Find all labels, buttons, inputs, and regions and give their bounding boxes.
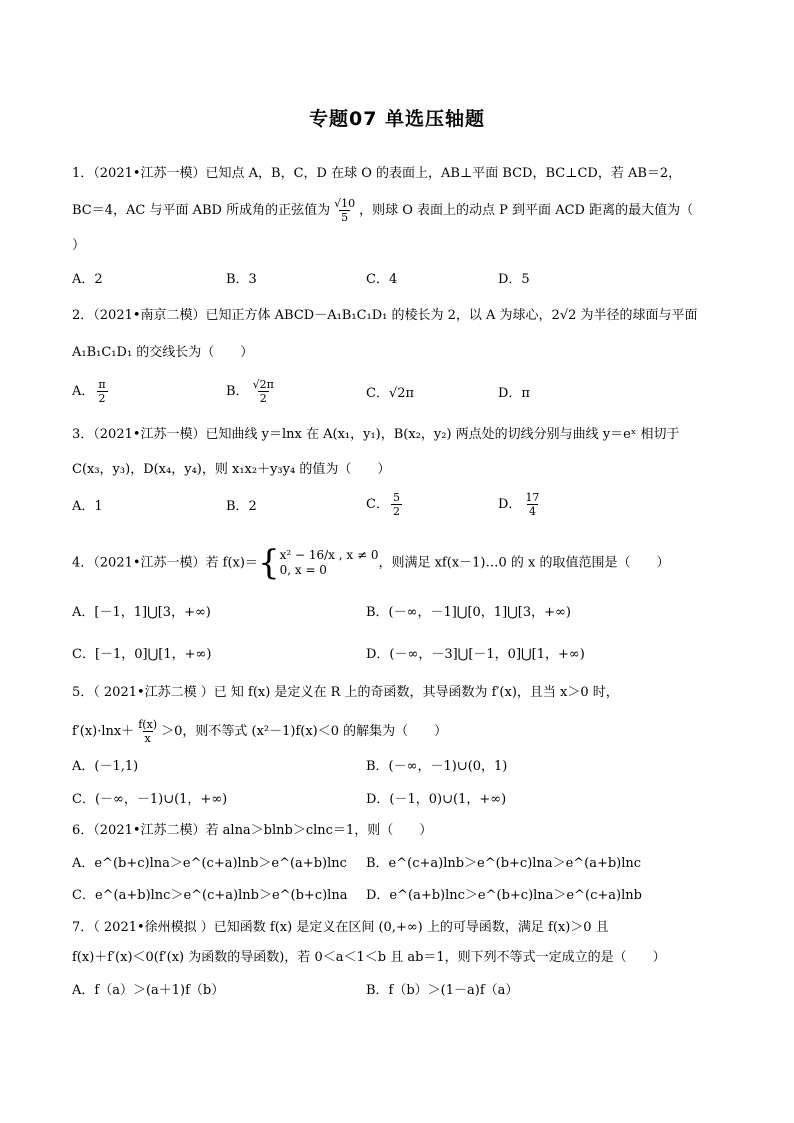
fraction-numerator: f(x)	[138, 718, 158, 731]
option-fraction	[523, 491, 541, 518]
option-label: B．	[226, 384, 249, 399]
fraction-denominator: 2	[392, 505, 400, 518]
question-7-option-a[interactable]: A．f（a）＞(a＋1)f（b）	[72, 983, 225, 998]
fraction-numerator: 17	[525, 491, 540, 504]
option-fraction	[251, 378, 276, 405]
question-4-option-c[interactable]: C．[－1，0]⋃[1，+∞)	[72, 647, 212, 662]
fraction-denominator: 4	[528, 505, 536, 518]
question-4-option-b[interactable]: B．(－∞，－1]⋃[0，1]⋃[3，+∞)	[366, 605, 571, 620]
question-5-text-b: ＞0，则不等式 (x²－1)f(x)＜0 的解集为（ ）	[161, 724, 448, 739]
question-1-fraction	[332, 197, 357, 224]
question-1-line-1: 1．（2021•江苏一模）已知点 A，B，C，D 在球 O 的表面上，AB⊥平面 BCD，BC⊥CD，若 AB＝2，	[72, 166, 682, 181]
question-3-option-b[interactable]: B．2	[226, 499, 257, 514]
question-3-option-a[interactable]: A．1	[72, 499, 103, 514]
piecewise-case-1: x² − 16/x , x ≠ 0	[279, 548, 379, 562]
question-2-option-b[interactable]	[226, 378, 278, 405]
question-1-text-a: BC＝4，AC 与平面 ABD 所成角的正弦值为	[72, 203, 331, 218]
option-label: A．	[72, 384, 95, 399]
question-4-prefix: 4．（2021•江苏一模）若 f(x)＝	[72, 555, 258, 571]
left-brace: {	[257, 543, 280, 583]
fraction-denominator: 5	[341, 211, 349, 224]
question-4-line-1	[72, 543, 670, 583]
question-4-option-a[interactable]: A．[－1，1]⋃[3，+∞)	[72, 605, 211, 620]
question-1-line-3: ）	[72, 238, 86, 253]
fraction-denominator: 2	[259, 392, 267, 405]
question-1-option-c[interactable]: C．4	[366, 272, 398, 287]
question-6-option-d[interactable]: D．e^(a+b)lnc＞e^(b+c)lna＞e^(c+a)lnb	[366, 888, 642, 903]
option-label: C．	[366, 497, 389, 512]
question-1-option-d[interactable]: D．5	[498, 272, 530, 287]
question-6-option-a[interactable]: A．e^(b+c)lna＞e^(c+a)lnb＞e^(a+b)lnc	[72, 856, 347, 871]
question-3-line-2: C(x₃，y₃)，D(x₄，y₄)，则 x₁x₂＋y₃y₄ 的值为（ ）	[72, 462, 391, 477]
question-5-fraction	[136, 718, 159, 745]
fraction-numerator: √2π	[252, 378, 274, 391]
question-5-option-b[interactable]: B．(－∞，－1)∪(0，1)	[366, 759, 508, 774]
question-7-line-2: f(x)＋f′(x)＜0(f′(x) 为函数的导函数)，若 0＜a＜1＜b 且 ab＝1，则下列不等式一定成立的是（ ）	[72, 950, 666, 965]
question-3-option-c[interactable]	[366, 491, 404, 518]
question-2-line-2: A₁B₁C₁D₁ 的交线长为（ ）	[72, 345, 254, 360]
question-2-option-c[interactable]: C．√2π	[366, 386, 415, 401]
question-3-line-1: 3．（2021•江苏一模）已知曲线 y＝lnx 在 A(x₁，y₁)，B(x₂，y₂) 两点处的切线分别与曲线 y＝eˣ 相切于	[72, 427, 680, 442]
option-fraction	[96, 378, 107, 405]
fraction-numerator: π	[98, 378, 106, 391]
question-1-option-b[interactable]: B．3	[226, 272, 257, 287]
fraction-numerator: √10	[334, 197, 356, 210]
fraction-numerator: 5	[392, 491, 400, 504]
question-2-option-a[interactable]	[72, 378, 110, 405]
question-5-line-2	[72, 718, 447, 745]
question-7-option-b[interactable]: B．f（b）＞(1－a)f（a）	[366, 983, 519, 998]
fraction-denominator: 2	[98, 392, 106, 405]
piecewise-case-2: 0, x = 0	[279, 563, 327, 577]
fraction-denominator: x	[144, 732, 151, 745]
question-2-line-1: 2．（2021•南京二模）已知正方体 ABCD－A₁B₁C₁D₁ 的棱长为 2，以 A 为球心，2√2 为半径的球面与平面	[72, 308, 698, 323]
question-3-option-d[interactable]	[498, 491, 543, 518]
question-5-option-c[interactable]: C．(－∞，－1)∪(1，+∞)	[72, 792, 228, 807]
piecewise-cases	[280, 548, 379, 578]
question-6-line-1: 6．（2021•江苏二模）若 alna＞blnb＞clnc＝1，则（ ）	[72, 823, 433, 838]
question-6-option-b[interactable]: B．e^(c+a)lnb＞e^(b+c)lna＞e^(a+b)lnc	[366, 856, 642, 871]
question-1-option-a[interactable]: A．2	[72, 272, 103, 287]
question-5-option-d[interactable]: D．(－1，0)∪(1，+∞)	[366, 792, 507, 807]
page-title: 专题07 单选压轴题	[308, 108, 486, 130]
question-4-option-d[interactable]: D．(－∞，－3]⋃[－1，0]⋃[1，+∞)	[366, 647, 585, 662]
question-6-option-c[interactable]: C．e^(a+b)lnc＞e^(c+a)lnb＞e^(b+c)lna	[72, 888, 348, 903]
question-5-text-a: f′(x)·lnx＋	[72, 724, 135, 739]
question-7-line-1: 7．（ 2021•徐州模拟 ）已知函数 f(x) 是定义在区间 (0,+∞) 上的可导函数，满足 f(x)＞0 且	[72, 920, 609, 935]
question-2-option-d[interactable]: D．π	[498, 386, 530, 401]
question-5-line-1: 5．（ 2021•江苏二模 ）已 知 f(x) 是定义在 R 上的奇函数，其导函数为 f′(x)，且当 x＞0 时，	[72, 685, 619, 700]
piecewise-function	[257, 543, 379, 583]
question-1-line-2	[72, 197, 693, 224]
question-1-text-b: ，则球 O 表面上的动点 P 到平面 ACD 距离的最大值为（	[359, 203, 694, 218]
question-5-option-a[interactable]: A．(－1,1)	[72, 759, 139, 774]
option-label: D．	[498, 497, 522, 512]
option-fraction	[391, 491, 402, 518]
question-4-suffix: ，则满足 xf(x－1)…0 的 x 的取值范围是（ ）	[378, 555, 670, 571]
